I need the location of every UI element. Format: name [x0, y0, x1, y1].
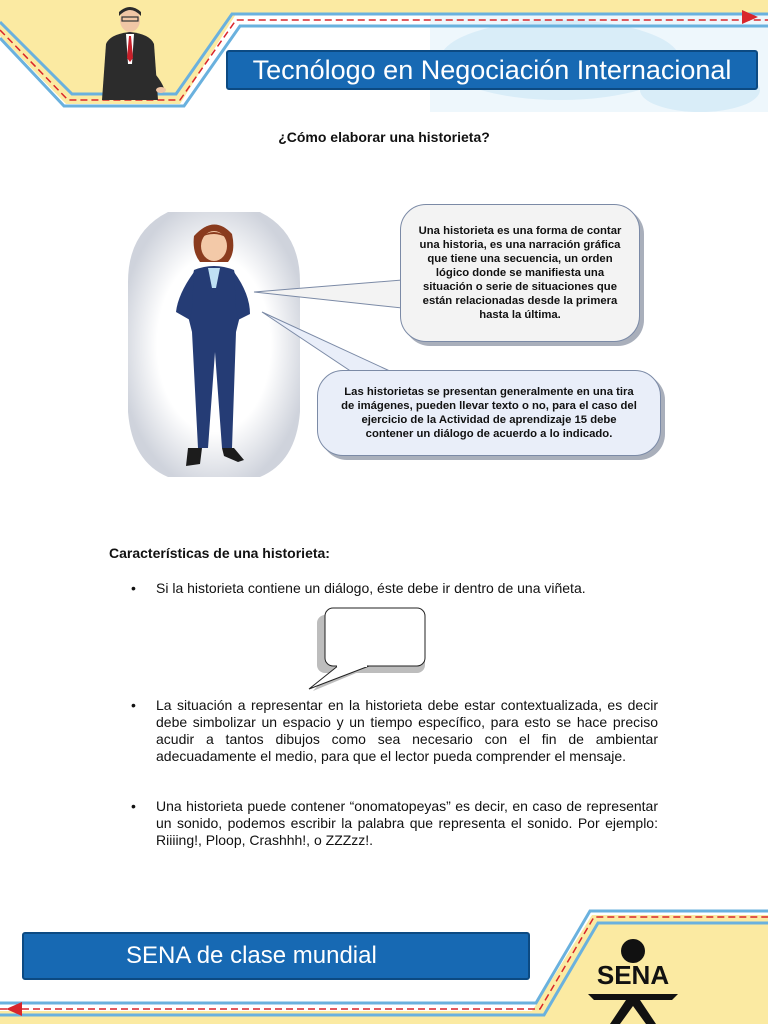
- list-item-text: Una historieta puede contener “onomatopeyas” es decir, en caso de representar un sonido, podemos escribir la palabra que representa el sonido. Por ejemplo: Riiiing!, Ploop, Crashhh!, o ZZZzz!.: [156, 798, 658, 848]
- sena-logo-text: SENA: [596, 960, 670, 990]
- course-title-banner: Tecnólogo en Negociación Internacional: [226, 50, 758, 90]
- empty-speech-bubble-example: [305, 605, 435, 695]
- businesswoman-illustration: [128, 212, 300, 477]
- definition-speech-bubble: [400, 204, 640, 342]
- instruction-text: Las historietas se presentan generalmente en una tira de imágenes, pueden llevar texto o no, para el caso del ejercicio de la Actividad de aprendizaje 15 debe contener un diálogo de acuerdo a lo indicado.: [341, 386, 637, 440]
- list-item: [131, 580, 658, 597]
- bullet-icon: •: [131, 697, 136, 713]
- bullet-icon: •: [131, 580, 136, 596]
- footer-banner: SENA de clase mundial: [22, 932, 530, 980]
- list-item-text: La situación a representar en la historieta debe estar contextualizada, es decir debe simbolizar un espacio y un tiempo específico, para esto se hace preciso acudir a tantos dibujos como sea necesario con el fin de ambientar adecuadamente el medio, para que el lector pueda comprender el mensaje.: [156, 697, 658, 764]
- page-title: ¿Cómo elaborar una historieta?: [278, 129, 490, 145]
- section-title: Características de una historieta:: [109, 545, 330, 561]
- bullet-icon: •: [131, 798, 136, 814]
- list-item: [131, 697, 658, 765]
- definition-text: Una historieta es una forma de contar una historia, es una narración gráfica que tiene una secuencia, un orden lógico donde se manifiesta una situación o serie de situaciones que están relacionadas desde la primera hasta la última.: [418, 225, 622, 321]
- instruction-speech-bubble: [317, 370, 661, 456]
- list-item-text: Si la historieta contiene un diálogo, éste debe ir dentro de una viñeta.: [156, 580, 586, 596]
- businessman-illustration: [88, 4, 168, 104]
- sena-logo: [580, 938, 686, 1024]
- list-item: [131, 798, 658, 849]
